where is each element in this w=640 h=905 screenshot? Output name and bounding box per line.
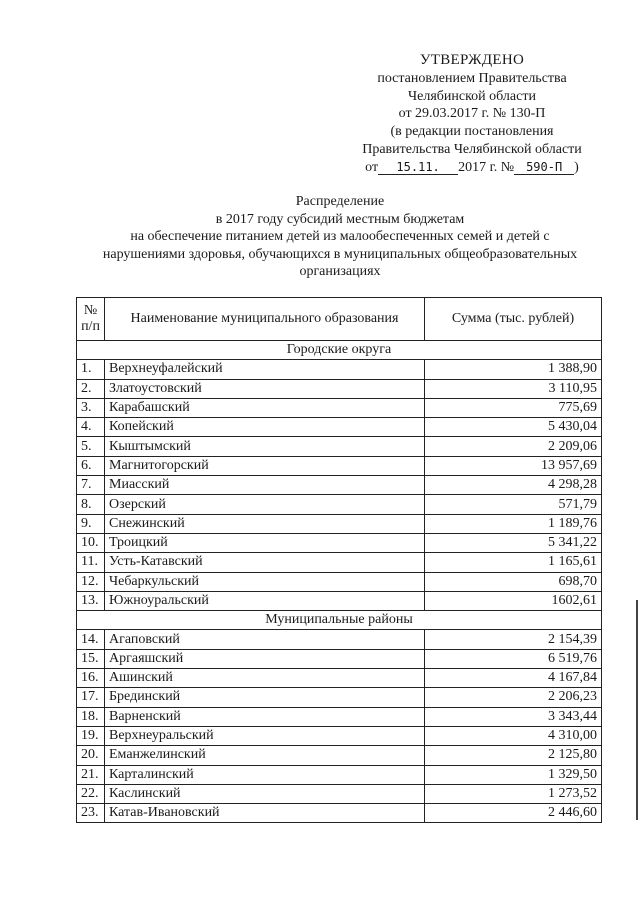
section-title: Городские округа (77, 341, 602, 360)
row-sum: 4 310,00 (425, 726, 602, 745)
row-number: 1. (77, 360, 105, 379)
row-name: Троицкий (105, 533, 425, 552)
row-sum: 1602,61 (425, 591, 602, 610)
row-number: 3. (77, 398, 105, 417)
row-name: Брединский (105, 688, 425, 707)
row-sum: 2 125,80 (425, 746, 602, 765)
handwritten-date: 15.11. (378, 160, 458, 175)
row-number: 22. (77, 784, 105, 803)
row-number: 17. (77, 688, 105, 707)
table-row (77, 437, 602, 456)
row-number: 10. (77, 533, 105, 552)
table-row (77, 688, 602, 707)
row-name: Златоустовский (105, 379, 425, 398)
row-number: 2. (77, 379, 105, 398)
row-name: Копейский (105, 418, 425, 437)
row-sum: 2 209,06 (425, 437, 602, 456)
row-number: 8. (77, 495, 105, 514)
row-sum: 2 154,39 (425, 630, 602, 649)
table-row (77, 360, 602, 379)
approval-line-2: постановлением Правительства (377, 70, 567, 86)
row-number: 7. (77, 476, 105, 495)
table-row (77, 726, 602, 745)
row-sum: 3 110,95 (425, 379, 602, 398)
row-name: Карталинский (105, 765, 425, 784)
table-row (77, 398, 602, 417)
table-row (77, 533, 602, 552)
table-row (77, 784, 602, 803)
row-name: Аргаяшский (105, 649, 425, 668)
row-number: 18. (77, 707, 105, 726)
row-name: Кыштымский (105, 437, 425, 456)
table-row (77, 379, 602, 398)
row-sum: 1 165,61 (425, 553, 602, 572)
row-name: Агаповский (105, 630, 425, 649)
table-row (77, 456, 602, 475)
row-sum: 571,79 (425, 495, 602, 514)
table-row (77, 630, 602, 649)
title-line-1: Распределение (295, 194, 385, 209)
approval-stamp (330, 52, 614, 177)
row-sum: 4 167,84 (425, 669, 602, 688)
row-name: Верхнеуфалейский (105, 360, 425, 379)
row-sum: 5 341,22 (425, 533, 602, 552)
row-name: Ашинский (105, 669, 425, 688)
row-name: Катав-Ивановский (105, 804, 425, 823)
row-name: Озерский (105, 495, 425, 514)
section-row (77, 611, 602, 630)
row-sum: 1 273,52 (425, 784, 602, 803)
row-number: 14. (77, 630, 105, 649)
header-number (77, 298, 105, 341)
handwritten-number: 590-П (514, 160, 574, 175)
title-line-4: нарушениями здоровья, обучающихся в муниципальных общеобразовательных (102, 246, 578, 262)
table-row (77, 746, 602, 765)
approval-close-paren: ) (574, 159, 579, 175)
row-sum: 6 519,76 (425, 649, 602, 668)
row-sum: 4 298,28 (425, 476, 602, 495)
row-name: Чебаркульский (105, 572, 425, 591)
row-number: 9. (77, 514, 105, 533)
table-body (77, 341, 602, 823)
row-number: 21. (77, 765, 105, 784)
table-row (77, 765, 602, 784)
row-number: 11. (77, 553, 105, 572)
approval-heading: УТВЕРЖДЕНО (419, 52, 525, 68)
approval-date-line (330, 159, 614, 177)
header-number-abbr: п/п (81, 319, 100, 334)
section-title: Муниципальные районы (77, 611, 602, 630)
title-line-2: в 2017 году субсидий местным бюджетам (215, 211, 465, 227)
table-row (77, 804, 602, 823)
row-number: 6. (77, 456, 105, 475)
row-name: Снежинский (105, 514, 425, 533)
subsidy-table (76, 297, 602, 823)
row-name: Каслинский (105, 784, 425, 803)
table-row (77, 476, 602, 495)
row-name: Карабашский (105, 398, 425, 417)
row-number: 23. (77, 804, 105, 823)
table-header-row (77, 298, 602, 341)
table-row (77, 514, 602, 533)
row-number: 4. (77, 418, 105, 437)
table-row (77, 669, 602, 688)
approval-line-4: от 29.03.2017 г. № 130-П (398, 106, 546, 122)
row-sum: 1 189,76 (425, 514, 602, 533)
table-row (77, 649, 602, 668)
table-row (77, 418, 602, 437)
row-name: Верхнеуральский (105, 726, 425, 745)
header-sum: Сумма (тыс. рублей) (425, 298, 602, 341)
row-number: 5. (77, 437, 105, 456)
row-sum: 2 206,23 (425, 688, 602, 707)
table-row (77, 591, 602, 610)
row-sum: 2 446,60 (425, 804, 602, 823)
header-name: Наименование муниципального образования (105, 298, 425, 341)
header-number-symbol: № (83, 303, 98, 318)
row-name: Миасский (105, 476, 425, 495)
row-sum: 13 957,69 (425, 456, 602, 475)
scan-edge-mark (636, 600, 638, 820)
approval-from-label: от (365, 159, 379, 175)
title-line-3: на обеспечение питанием детей из малообеспеченных семей и детей с (130, 229, 550, 244)
table-row (77, 572, 602, 591)
row-name: Магнитогорский (105, 456, 425, 475)
row-name: Южноуральский (105, 591, 425, 610)
row-number: 19. (77, 726, 105, 745)
approval-year-label: 2017 г. № (458, 159, 515, 175)
row-sum: 5 430,04 (425, 418, 602, 437)
table-row (77, 553, 602, 572)
title-line-5: организациях (299, 264, 381, 279)
approval-line-3: Челябинской области (408, 88, 536, 104)
row-number: 15. (77, 649, 105, 668)
table-row (77, 707, 602, 726)
row-sum: 3 343,44 (425, 707, 602, 726)
row-name: Варненский (105, 707, 425, 726)
section-row (77, 341, 602, 360)
row-number: 20. (77, 746, 105, 765)
row-name: Еманжелинский (105, 746, 425, 765)
row-sum: 1 329,50 (425, 765, 602, 784)
row-name: Усть-Катавский (105, 553, 425, 572)
row-number: 16. (77, 669, 105, 688)
approval-line-6: Правительства Челябинской области (362, 141, 582, 157)
row-number: 12. (77, 572, 105, 591)
table-row (77, 495, 602, 514)
row-sum: 775,69 (425, 398, 602, 417)
row-number: 13. (77, 591, 105, 610)
row-sum: 1 388,90 (425, 360, 602, 379)
row-sum: 698,70 (425, 572, 602, 591)
document-title (40, 193, 640, 281)
approval-line-5: (в редакции постановления (390, 124, 554, 140)
